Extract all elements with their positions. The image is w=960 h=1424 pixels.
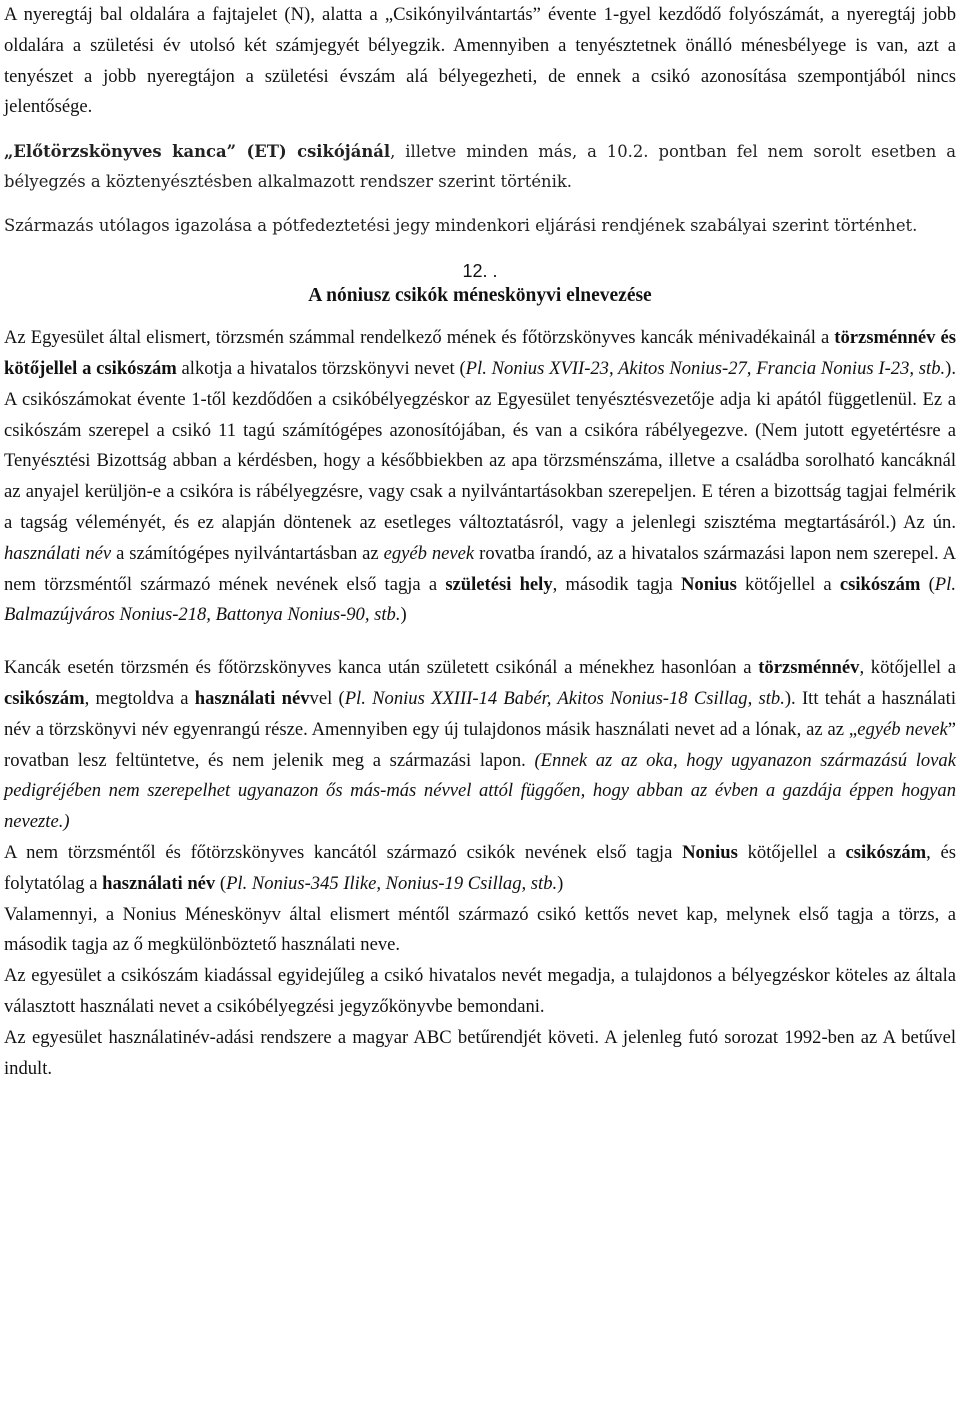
section-number: 12. . bbox=[462, 261, 498, 282]
p5-segment: csikószám bbox=[4, 687, 85, 709]
p4-segment: születési hely bbox=[445, 573, 553, 595]
p5-segment: , kötőjellel a bbox=[859, 657, 956, 679]
paragraph-mare-naming bbox=[4, 653, 956, 838]
paragraph-non-stud-naming bbox=[4, 838, 956, 900]
paragraph-abc-system bbox=[4, 1023, 956, 1085]
p6-segment: A nem törzsméntől és főtörzskönyves kancától származó csikók nevének első tagja bbox=[4, 841, 683, 863]
p6-segment: csikószám bbox=[845, 841, 927, 863]
p6-segment: kötőjellel a bbox=[737, 841, 846, 863]
p4-segment: csikószám bbox=[839, 573, 921, 595]
p4-segment: ) bbox=[400, 604, 407, 626]
p6-segment: használati név bbox=[102, 872, 216, 894]
paragraph-stallion-naming bbox=[4, 323, 956, 631]
paragraph-origin-verification bbox=[4, 211, 956, 241]
p5-segment: egyéb nevek bbox=[857, 718, 948, 740]
p9-segment: Az egyesület használatinév-adási rendszere a magyar ABC betűrendjét követi. A jelenleg futó sorozat 1992-ben az A betűvel indult. bbox=[4, 1026, 956, 1079]
p4-segment: a számítógépes nyilvántartásban az bbox=[111, 542, 384, 564]
p4-segment: alkotja a hivatalos törzskönyvi nevet ( bbox=[176, 357, 466, 379]
p2-segment: , illetve minden más, a 10.2. pontban fel nem sorolt esetben a bélyegzés a köztenyésztésben alkalmazott rendszer szerint történik. bbox=[4, 142, 957, 192]
p6-segment: Nonius bbox=[682, 841, 738, 863]
p5-segment: vel ( bbox=[309, 687, 345, 709]
p4-segment: ( bbox=[920, 573, 935, 595]
p6-segment: , és folytatólag a bbox=[4, 841, 956, 894]
p4-segment: , második tagja bbox=[552, 573, 681, 595]
p8-segment: Az egyesület a csikószám kiadással egyidejűleg a csikó hivatalos nevét megadja, a tulajdonos a bélyegzéskor köteles az általa választott használati nevet a csikóbélyegzési jegyzőkönyvbe bemondani. bbox=[4, 965, 956, 1017]
p1-segment: A nyeregtáj bal oldalára a fajtajelet (N), alatta a „Csikónyilvántartás” évente 1-gyel kezdődő folyószámát, a nyeregtáj jobb oldalára a születési év utolsó két számjegyét bélyegzik. Amennyiben a tenyésztetnek önálló ménesbélyege is van, azt a tenyészet a jobb nyeregtájon a születési évszám alá bélyegezheti, de ennek a csikó azonosítása szempontjából nincs jelentősége. bbox=[4, 4, 956, 118]
p4-segment: egyéb nevek bbox=[383, 542, 475, 564]
p4-segment: Nonius bbox=[681, 573, 737, 595]
p5-segment: Pl. Nonius XXIII-14 Babér, Akitos Nonius-18 Csillag, stb. bbox=[344, 687, 785, 709]
p6-segment: ) bbox=[557, 872, 564, 894]
p5-segment: Kancák esetén törzsmén és főtörzskönyves kanca után született csikónál a ménekhez hasonlóan a bbox=[4, 657, 759, 679]
p5-segment: (Ennek az az oka, hogy ugyanazon származású lovak pedigréjében nem szerepelhet ugyanazon ős más-más névvel attól függően, hogy abban az évben a gazdája éppen hogyan nevezte.) bbox=[4, 749, 956, 833]
p4-segment: Pl. Balmazújváros Nonius-218, Battonya Nonius-90, stb. bbox=[4, 573, 956, 626]
p4-segment: Pl. Nonius XVII-23, Akitos Nonius-27, Francia Nonius I-23, stb. bbox=[465, 357, 946, 379]
p6-segment: ( bbox=[215, 872, 227, 894]
p4-segment: használati név bbox=[4, 542, 112, 564]
p5-segment: ). Itt tehát a használati név a törzskönyvi név egyenrangú része. Amennyiben egy új tulajdonos másik használati nevet ad a lónak, az az „ bbox=[4, 687, 957, 740]
p4-segment: rovatba írandó, az a hivatalos származási lapon nem szerepel. A nem törzsméntől származó mének nevének első tagja a bbox=[4, 542, 957, 595]
p5-segment: használati név bbox=[194, 687, 310, 709]
p4-segment: törzsménnév és kötőjellel a csikószám bbox=[4, 327, 957, 379]
paragraph-official-name bbox=[4, 961, 956, 1023]
p4-segment: ). A csikószámokat évente 1-től kezdődően a csikóbélyegzéskor az Egyesület tenyésztésvezetője adja ki apától függetlenül. Ez a csikószám szerepel a csikó 11 tagú számítógépes azonosítójában, és van a csikóra rábélyegezve. (Nem jutott egyetértésre a Tenyésztési Bizottság abban a kérdésben, hogy a későbbiekben az apa törzsménszáma, illetve a családba sorolható kancáknál az anyajel kerüljön-e a csikóra is rábélyegzésre, vagy csak a nyilvántartásokban szerepeljen. E téren a bizottság tagjai felmérik a tagság véleményét, és ez alapján döntenek az esetleges változtatásról, vagy a jelenlegi szisztéma megtartásáról.) Az ún. bbox=[4, 357, 956, 533]
p7-segment: Valamennyi, a Nonius Méneskönyv által elismert méntől származó csikó kettős nevet kap, melynek első tagja a törzs, a második tagja az ő megkülönböztető használati neve. bbox=[4, 903, 956, 956]
p5-segment: törzsménnév bbox=[758, 657, 860, 679]
paragraph-double-name bbox=[4, 900, 956, 962]
p6-segment: Pl. Nonius-345 Ilike, Nonius-19 Csillag, stb. bbox=[226, 872, 558, 894]
p3-segment: Származás utólagos igazolása a pótfedeztetési jegy mindenkori eljárási rendjének szabályai szerint történhet. bbox=[4, 216, 918, 236]
paragraph-et-mare bbox=[4, 137, 956, 197]
p4-segment: Az Egyesület által elismert, törzsmén számmal rendelkező mének és főtörzskönyves kancák ménivadékainál a bbox=[4, 327, 835, 349]
p2-segment: „Előtörzskönyves kanca” (ET) csikójánál bbox=[4, 142, 391, 162]
p5-segment: , megtoldva a bbox=[84, 687, 195, 709]
p5-segment: ” rovatban lesz feltüntetve, és nem jelenik meg a származási lapon. bbox=[4, 718, 957, 771]
paragraph-branding bbox=[4, 0, 956, 123]
p4-segment: kötőjellel a bbox=[736, 573, 840, 595]
section-title: A nóniusz csikók méneskönyvi elnevezése bbox=[308, 285, 652, 307]
